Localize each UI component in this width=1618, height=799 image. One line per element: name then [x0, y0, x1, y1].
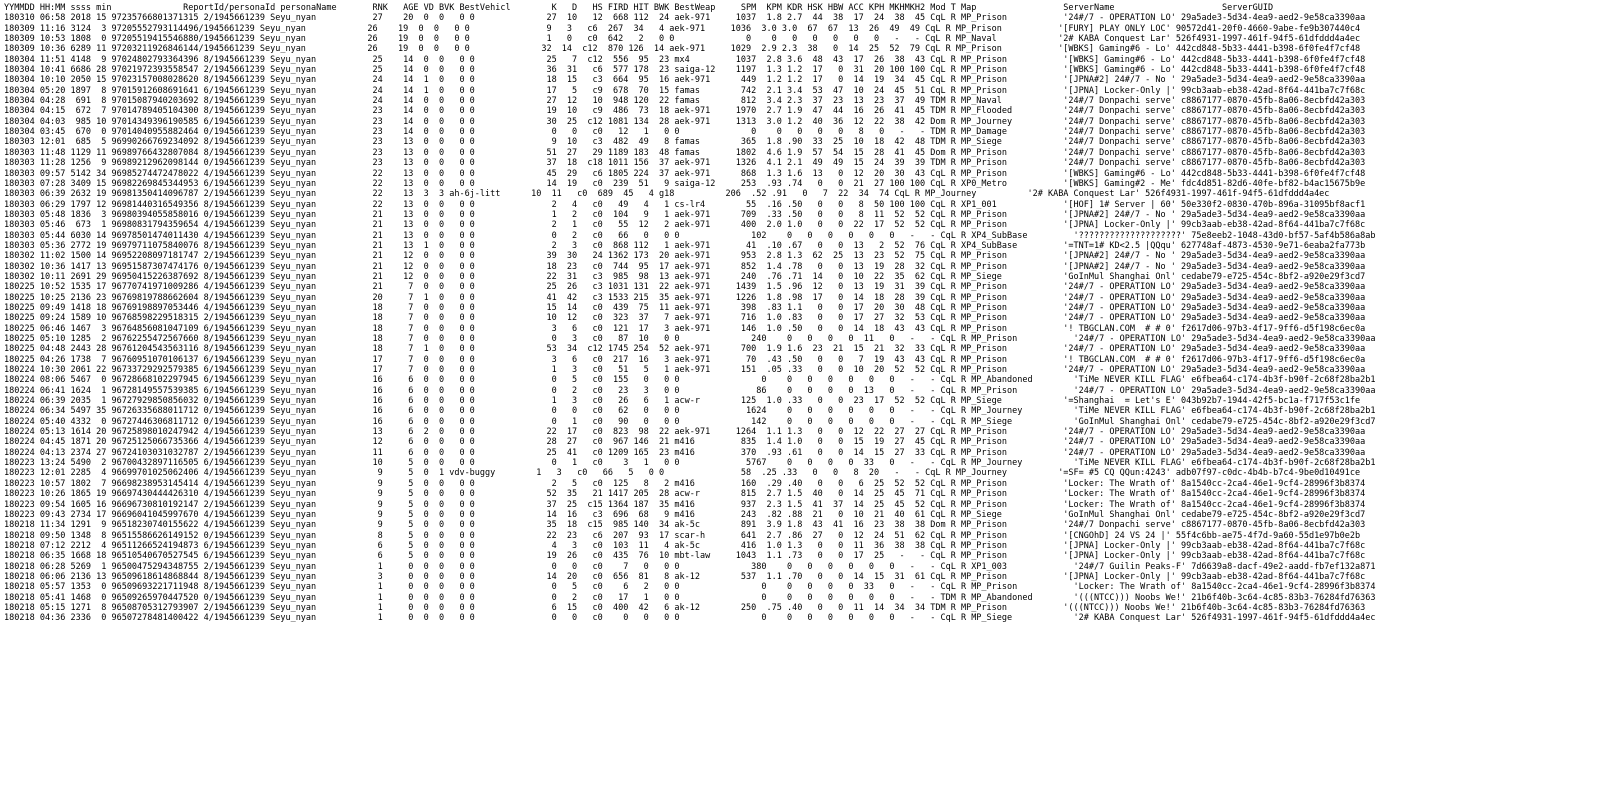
log-row: 180303 05:36 2772 19 96979711075840076 8/1945661239 Seyu_nyan 21 13 1 0 0 0 2 3 c0 868 112 1 aek-971 41 .10 .67 0 0 13 2 52 76 CqL R XP4_SubBase '=TNT=1# KD<2.5 |QQqu' 627748af-4873-4530-9e71-6eaba2fa773b: [4, 240, 1366, 251]
log-row: 180225 10:52 1535 17 96770741971009286 4/1945661239 Seyu_nyan 21 7 0 0 0 0 25 26 c3 1031 131 22 aek-971 1439 1.5 .96 12 0 13 19 31 39 CqL R MP_Prison '24#/7 - OPERATION LO' 29a5ade3-5d34-4ea9-aed2-9e58ca3390aa: [4, 282, 1366, 293]
log-row: 180225 09:24 1589 10 96768598229518315 2/1945661239 Seyu_nyan 18 7 0 0 0 0 10 12 c0 323 37 7 aek-971 716 1.0 .83 0 0 17 27 32 53 CqL R MP_Prison '24#/7 - OPERATION LO' 29a5ade3-5d34-4ea9-aed2-9e58ca3390aa: [4, 313, 1366, 324]
log-row: 180223 13:24 5490 2 96700432897116505 6/1945661239 Seyu_nyan 10 5 0 0 0 0 0 1 c0 3 1 0 0 5767 0 0 0 0 33 0 - - CqL R MP_Journey 'TiMe NEVER KILL FLAG' e6fbea64-c174-4b3f-b90f-2c68f28ba2b1: [4, 458, 1376, 469]
log-row: 180218 05:15 1271 8 96508705312793907 2/1945661239 Seyu_nyan 1 0 0 0 0 0 6 15 c0 400 42 6 ak-12 250 .75 .40 0 0 11 14 34 34 TDM R MP_Prison '(((NTCC))) Noobs We!' 21b6f40b-3c64-4c85-83b3-76284fd76363: [4, 602, 1366, 613]
log-row: 180224 05:13 1614 20 96725898010247942 4/1945661239 Seyu_nyan 13 6 2 0 0 0 22 17 c0 823 98 22 aek-971 1264 1.1 1.3 0 0 12 22 27 27 CqL R MP_Prison '24#/7 - OPERATION LO' 29a5ade3-5d34-4ea9-aed2-9e58ca3390aa: [4, 427, 1366, 438]
log-row: 180304 04:28 691 8 97015087940203692 8/1945661239 Seyu_nyan 24 14 0 0 0 0 27 12 10 948 120 22 famas 812 3.4 2.3 37 23 13 23 37 49 TDM R MP_Naval '24#/7 Donpachi serve' c8867177-0870-45fb-8a06-8ecbfd42a303: [4, 96, 1366, 107]
log-row: [4, 655, 1616, 665]
log-row: 180303 05:44 6030 14 96978501474011430 4/1945661239 Seyu_nyan 21 13 0 0 0 0 0 2 c0 66 0 0 0 102 0 0 0 0 0 0 - - CqL R XP4_SubBase '????????????????????' 75e8eeb2-1048-43d0-bf57-5af4b586a8ab: [4, 230, 1376, 241]
log-row: 180218 09:50 1348 8 96515586626149152 0/1945661239 Seyu_nyan 8 5 0 0 0 0 22 23 c6 207 93 17 scar-h 641 2.7 .86 27 0 12 24 51 62 CqL R MP_Prison '[CNGOhD] 24 VS 24 |' 55f4c6bb-ae75-4f7d-9a60-55d1e97b0e2b: [4, 530, 1361, 541]
log-row: 180310 06:58 2018 15 97235766801371315 2/1945661239 Seyu_nyan 27 20 0 0 0 0 27 10 12 668 112 24 aek-971 1037 1.8 2.7 44 38 17 24 38 45 CqL R MP_Prison '24#/7 - OPERATION LO' 29a5ade3-5d34-4ea9-aed2-9e58ca3390aa: [4, 13, 1366, 24]
log-row: 180224 06:34 5497 35 96726335688011712 0/1945661239 Seyu_nyan 16 6 0 0 0 0 0 0 c0 62 0 0 0 1624 0 0 0 0 0 0 - - CqL R MP_Journey 'TiMe NEVER KILL FLAG' e6fbea64-c174-4b3f-b90f-2c68f28ba2b1: [4, 406, 1376, 417]
log-row: 180303 06:29 1797 12 96981440316549356 8/1945661239 Seyu_nyan 22 13 0 0 0 0 2 4 c0 49 4 1 cs-lr4 55 .16 .50 0 0 8 50 100 100 CqL R XP1_001 '[HOF] 1# Server | 60' 50e330f2-0830-470b-896a-31095bf8acf1: [4, 199, 1366, 210]
log-row: 180225 06:46 1467 3 96764856081047109 6/1945661239 Seyu_nyan 18 7 0 0 0 0 3 6 c0 121 17 3 aek-971 146 1.0 .50 0 0 14 18 43 43 CqL R MP_Prison '! TBGCLAN.COM # # 0' f2617d06-97b3-4f17-9ff6-d5f198c6ec0a: [4, 323, 1366, 334]
log-row: [4, 686, 1616, 696]
log-row: 180304 10:41 6686 28 97021972393558547 2/1945661239 Seyu_nyan 25 14 0 0 0 0 36 31 c6 577 178 23 saiga-12 1197 1.3 1.2 17 0 31 20 100 100 CqL R MP_Prison '[WBKS] Gaming#6 - Lo' 442cd848-5b33-4441-b398-6f0fe4f7cf48: [4, 65, 1366, 76]
log-row: 180224 08:06 5467 0 96728668102297945 6/1945661239 Seyu_nyan 16 6 0 0 0 0 0 5 c0 155 0 0 0 0 0 0 0 0 0 0 - - CqL R MP_Abandoned 'TiMe NEVER KILL FLAG' e6fbea64-c174-4b3f-b90f-2c68f28ba2b1: [4, 375, 1376, 386]
log-row: 180223 12:01 2285 4 96699701025062406 4/1945661239 Seyu_nyan 9 5 0 1 vdv-buggy 1 3 c0 66 5 0 0 58 .25 .33 0 0 8 20 - - CqL R MP_Journey '=SF= #5 CQ QQun:4243' adb07f97-c0dc-4b4b-b7c4-9be0d10491ce: [4, 468, 1361, 479]
log-row: 180303 09:57 5142 34 96985274472478022 4/1945661239 Seyu_nyan 22 13 0 0 0 0 45 29 c6 1805 224 37 aek-971 868 1.3 1.6 13 0 12 20 30 43 CqL R MP_Prison '[WBKS] Gaming#6 - Lo' 442cd848-5b33-4441-b398-6f0fe4f7cf48: [4, 168, 1366, 179]
log-row: 180218 06:35 1668 18 96510540670527545 6/1945661239 Seyu_nyan 6 5 0 0 0 0 19 26 c0 435 76 10 mbt-law 1043 1.1 .73 0 0 17 25 - - CqL R MP_Prison '[JPNA] Locker-Only |' 99cb3aab-eb38-42ad-8f64-441ba7c7f68c: [4, 551, 1366, 562]
log-row: 180224 04:13 2374 27 96724103031032787 2/1945661239 Seyu_nyan 11 6 0 0 0 0 25 41 c0 1209 165 23 m416 370 .93 .61 0 0 14 15 27 33 CqL R MP_Prison '24#/7 - OPERATION LO' 29a5ade3-5d34-4ea9-aed2-9e58ca3390aa: [4, 447, 1366, 458]
log-row: [4, 624, 1616, 634]
log-row: 180223 09:43 2734 17 96696041045997670 4/1945661239 Seyu_nyan 9 5 0 0 0 0 14 16 c3 696 68 9 m416 243 .82 .88 21 0 10 21 40 61 CqL R MP_Siege 'GoInMul Shanghai Onl' cedabe79-e725-454c-8bf2-a920e29f3cd7: [4, 509, 1366, 520]
log-row: 180302 10:36 1417 13 96951587307474176 0/1945661239 Seyu_nyan 21 12 0 0 0 0 18 23 c0 744 95 17 aek-971 852 1.4 .78 0 0 13 19 28 32 CqL R MP_Prison '[JPNA#2] 24#/7 - No ' 29a5ade3-5d34-4ea9-aed2-9e58ca3390aa: [4, 261, 1366, 272]
log-row: 180224 06:41 1624 1 96728149557539385 6/1945661239 Seyu_nyan 16 6 0 0 0 0 0 2 c0 23 3 0 0 86 0 0 0 0 13 0 - - CqL R MP_Prison '24#/7 - OPERATION LO' 29a5ade3-5d34-4ea9-aed2-9e58ca3390aa: [4, 385, 1376, 396]
log-row: [4, 675, 1616, 685]
log-row: 180304 04:15 672 7 97014789405104300 8/1945661239 Seyu_nyan 23 14 0 0 0 0 19 10 c9 486 73 18 aek-971 1970 2.7 1.9 47 44 16 26 41 45 TDM R MP_Flooded '24#/7 Donpachi serve' c8867177-0870-45fb-8a06-8ecbfd42a303: [4, 106, 1366, 117]
log-row: 180309 10:53 1808 0 97205519415546880/1945661239 Seyu_nyan 26 19 0 0 0 0 1 0 c0 642 2 0 0 0 0 0 0 0 0 0 - - CqL R MP_Naval '2# KABA Conquest Lar' 526f4931-1997-461f-94f5-61dfddd4a4ec: [4, 34, 1361, 45]
log-row: 180218 05:41 1468 0 96509265970447520 0/1945661239 Seyu_nyan 1 0 0 0 0 0 0 2 c0 17 1 0 0 0 0 0 0 0 0 0 - - TDM R MP_Abandoned '(((NTCC))) Noobs We!' 21b6f40b-3c64-4c85-83b3-76284fd76363: [4, 592, 1376, 603]
log-row: 180223 09:54 1605 16 96696730810192147 2/1945661239 Seyu_nyan 9 5 0 0 0 0 37 25 c15 1364 187 35 m416 937 2.3 1.5 41 37 14 25 45 52 CqL R MP_Prison 'Locker: The Wrath of' 8a1540cc-2ca4-46e1-9cf4-28996f3b8374: [4, 499, 1366, 510]
log-row: 180225 10:25 2136 23 96769819788662604 8/1945661239 Seyu_nyan 20 7 1 0 0 0 41 42 c3 1533 215 35 aek-971 1226 1.8 .98 17 0 14 18 28 39 CqL R MP_Prison '24#/7 - OPERATION LO' 29a5ade3-5d34-4ea9-aed2-9e58ca3390aa: [4, 292, 1366, 303]
log-row: [4, 644, 1616, 654]
log-row: 180303 05:48 1836 3 96980394055858016 0/1945661239 Seyu_nyan 21 13 0 0 0 0 1 2 c0 104 9 1 aek-971 709 .33 .50 0 0 8 11 52 52 CqL R MP_Prison '[JPNA#2] 24#/7 - No ' 29a5ade3-5d34-4ea9-aed2-9e58ca3390aa: [4, 209, 1366, 220]
log-row: [4, 737, 1616, 747]
log-row: 180224 04:45 1871 20 96725125066735366 4/1945661239 Seyu_nyan 12 6 0 0 0 0 28 27 c0 967 146 21 m416 835 1.4 1.0 0 0 15 19 27 45 CqL R MP_Prison '24#/7 - OPERATION LO' 29a5ade3-5d34-4ea9-aed2-9e58ca3390aa: [4, 437, 1366, 448]
log-row: 180218 05:57 1353 0 96509693221711948 8/1945661239 Seyu_nyan 1 0 0 0 0 0 0 5 c0 6 2 0 0 0 0 0 0 0 33 0 - - CqL R MP_Prison 'Locker: The Wrath of' 8a1540cc-2ca4-46e1-9cf4-28996f3b8374: [4, 582, 1376, 593]
log-row: [4, 696, 1616, 706]
log-row: 180225 04:48 2443 28 96761204543563116 8/1945661239 Seyu_nyan 18 7 1 0 0 0 53 34 c12 1745 254 52 aek-971 700 1.9 1.6 23 21 15 21 32 33 CqL R MP_Prison '24#/7 - OPERATION LO' 29a5ade3-5d34-4ea9-aed2-9e58ca3390aa: [4, 344, 1366, 355]
log-row: 180218 06:28 5269 1 96500475294348755 2/1945661239 Seyu_nyan 1 0 0 0 0 0 0 0 c0 7 0 0 0 380 0 0 0 0 0 0 - - CqL R XP1_003 '24#/7 Guilin Peaks-F' 7d6639a8-dacf-49e2-aadd-fb7ef132a871: [4, 561, 1376, 572]
log-row: 180303 11:48 1129 11 96989766432807084 8/1945661239 Seyu_nyan 23 13 0 0 0 0 51 27 29 1189 183 48 famas 1802 4.6 1.9 57 54 15 28 41 45 Dom R MP_Prison '24#/7 Donpachi serve' c8867177-0870-45fb-8a06-8ecbfd42a303: [4, 147, 1366, 158]
log-row: 180303 05:46 673 1 96980831794359654 4/1945661239 Seyu_nyan 21 13 0 0 0 0 2 1 c0 55 12 2 aek-971 400 2.0 1.0 0 0 22 17 52 52 CqL R MP_Prison '[JPNA] Locker-Only |' 99cb3aab-eb38-42ad-8f64-441ba7c7f68c: [4, 220, 1366, 231]
log-row: 180223 10:57 1802 7 96698238953145414 4/1945661239 Seyu_nyan 9 5 0 0 0 0 2 5 c0 125 8 2 m416 160 .29 .40 0 0 6 25 52 52 CqL R MP_Prison 'Locker: The Wrath of' 8a1540cc-2ca4-46e1-9cf4-28996f3b8374: [4, 478, 1366, 489]
log-row: 180224 05:40 4332 0 96727446306811712 0/1945661239 Seyu_nyan 16 6 0 0 0 0 0 1 c0 90 0 0 0 142 0 0 0 0 0 0 - - CqL R MP_Siege 'GoInMul Shanghai Onl' cedabe79-e725-454c-8bf2-a920e29f3cd7: [4, 416, 1376, 427]
log-row: [4, 706, 1616, 716]
log-header: YYMMDD HH:MM ssss min ReportId/personaId personaName RNK AGE VD BVK BestVehicl K D HS FIRD HIT BWK BestWeap SPM KPM KDR HSK HBW ACC KPH MKHMKH2 Mod T Map ServerName ServerGUID: [4, 3, 1274, 13]
log-row: 180309 11:16 3124 3 97205552793114496/1945661239 Seyu_nyan 26 19 0 0 0 0 9 3 c6 267 34 4 aek-971 1036 3.0 3.0 67 67 13 26 49 49 CqL R MP_Prison '[FURY] PLAY ONLY LOC' 90572d41-20f0-4660-9abe-fe9b307440c4: [4, 23, 1361, 34]
log-row: [4, 768, 1616, 778]
log-row: [4, 758, 1616, 768]
log-row: [4, 717, 1616, 727]
log-row: 180304 04:03 985 10 97014349396190585 6/1945661239 Seyu_nyan 23 14 0 0 0 0 30 25 c12 1081 134 28 aek-971 1313 3.0 1.2 40 36 12 22 38 42 Dom R MP_Journey '24#/7 Donpachi serve' c8867177-0870-45fb-8a06-8ecbfd42a303: [4, 116, 1366, 127]
log-row: 180224 10:30 2061 22 96733729292579385 6/1945661239 Seyu_nyan 17 7 0 0 0 0 1 3 c0 51 5 1 aek-971 151 .05 .33 0 0 10 20 52 52 CqL R MP_Prison '24#/7 - OPERATION LO' 29a5ade3-5d34-4ea9-aed2-9e58ca3390aa: [4, 365, 1366, 376]
log-row: 180302 10:11 2691 29 96950415226387692 8/1945661239 Seyu_nyan 21 12 0 0 0 0 22 31 c3 985 98 13 aek-971 240 .76 .71 14 0 10 22 35 62 CqL R MP_Siege 'GoInMul Shanghai Onl' cedabe79-e725-454c-8bf2-a920e29f3cd7: [4, 271, 1366, 282]
log-row: 180218 06:06 2136 13 96509618614868844 8/1945661239 Seyu_nyan 3 0 0 0 0 0 14 20 c0 656 81 8 ak-12 537 1.1 .70 0 0 14 15 31 61 CqL R MP_Prison '[JPNA] Locker-Only |' 99cb3aab-eb38-42ad-8f64-441ba7c7f68c: [4, 571, 1366, 582]
log-row: 180304 11:51 4148 9 97024802793364396 8/1945661239 Seyu_nyan 25 14 0 0 0 0 25 7 c12 556 95 23 mx4 1037 2.8 3.6 48 43 17 26 38 43 CqL R MP_Prison '[WBKS] Gaming#6 - Lo' 442cd848-5b33-4441-b398-6f0fe4f7cf48: [4, 54, 1366, 65]
log-row: 180218 04:36 2336 0 96507278481400422 4/1945661239 Seyu_nyan 1 0 0 0 0 0 0 0 c0 0 0 0 0 0 0 0 0 0 0 0 - - CqL R MP_Siege '2# KABA Conquest Lar' 526f4931-1997-461f-94f5-61dfddd4a4ec: [4, 613, 1376, 624]
log-row: 180304 03:45 670 0 97014040955882464 0/1945661239 Seyu_nyan 23 14 0 0 0 0 0 0 c0 12 1 0 0 0 0 0 0 0 8 0 - - TDM R MP_Damage '24#/7 Donpachi serve' c8867177-0870-45fb-8a06-8ecbfd42a303: [4, 127, 1366, 138]
log-row: 180304 05:20 1897 8 97015912608691641 6/1945661239 Seyu_nyan 24 14 1 0 0 0 17 5 c9 678 70 15 famas 742 2.1 3.4 53 47 10 24 45 51 CqL R MP_Prison '[JPNA] Locker-Only |' 99cb3aab-eb38-42ad-8f64-441ba7c7f68c: [4, 85, 1366, 96]
log-row: 180309 10:36 6289 11 97203211926846144/1945661239 Seyu_nyan 26 19 0 0 0 0 32 14 c12 870 126 14 aek-971 1029 2.9 2.3 38 0 14 25 52 79 CqL R MP_Prison '[WBKS] Gaming#6 - Lo' 442cd848-5b33-4441-b398-6f0fe4f7cf48: [4, 44, 1361, 55]
log-row: 180302 11:02 1500 14 96952208097181747 2/1945661239 Seyu_nyan 21 12 0 0 0 0 39 30 24 1362 173 20 aek-971 953 2.8 1.3 62 25 13 23 52 75 CqL R MP_Prison '[JPNA#2] 24#/7 - No ' 29a5ade3-5d34-4ea9-aed2-9e58ca3390aa: [4, 251, 1366, 262]
log-row: 180303 11:28 1256 9 96989212962098144 0/1945661239 Seyu_nyan 23 13 0 0 0 0 37 18 c18 1011 156 37 aek-971 1326 4.1 2.1 49 49 15 24 39 39 TDM R MP_Prison '24#/7 Donpachi serve' c8867177-0870-45fb-8a06-8ecbfd42a303: [4, 158, 1366, 169]
log-row: 180303 07:28 3409 15 96982269845344953 6/1945661239 Seyu_nyan 22 13 0 0 0 0 14 19 c0 239 51 9 saiga-12 253 .93 .74 0 0 21 27 100 100 CqL R XP0_Metro '[WBKS] Gaming#2 - Me' fdc4d851-82d6-40fe-bf82-b4ac15675b9e: [4, 178, 1366, 189]
log-row: 180225 05:10 1285 2 96762255472567660 8/1945661239 Seyu_nyan 18 7 0 0 0 0 0 3 c0 87 10 0 0 240 0 0 0 0 11 0 - - CqL R MP_Prison '24#/7 - OPERATION LO' 29a5ade3-5d34-4ea9-aed2-9e58ca3390aa: [4, 334, 1376, 344]
log-row: 180303 06:39 2632 19 96981350414096787 2/1945661239 Seyu_nyan 22 13 3 3 ah-6j-litt 10 11 c0 689 45 4 g18 206 .52 .91 0 7 22 34 74 CqL R MP_Journey '2# KABA Conquest Lar' 526f4931-1997-461f-94f5-61dfddd4a4ec: [4, 189, 1330, 200]
log-row: 180223 10:26 1865 19 96697430444426310 4/1945661239 Seyu_nyan 9 5 0 0 0 0 52 35 21 1417 205 28 acw-r 815 2.7 1.5 40 0 14 25 45 71 CqL R MP_Prison 'Locker: The Wrath of' 8a1540cc-2ca4-46e1-9cf4-28996f3b8374: [4, 489, 1366, 500]
match-log: [4, 3, 1616, 797]
log-row: 180225 09:49 1418 18 96769198897053446 4/1945661239 Seyu_nyan 18 7 0 0 0 0 15 14 c0 439 75 11 aek-971 398 .83 1.1 0 0 17 20 30 48 CqL R MP_Prison '24#/7 - OPERATION LO' 29a5ade3-5d34-4ea9-aed2-9e58ca3390aa: [4, 302, 1366, 313]
log-row: 180304 10:10 2050 15 97023157008028620 8/1945661239 Seyu_nyan 24 14 1 0 0 0 18 15 c3 664 95 16 aek-971 449 1.2 1.2 17 0 14 19 34 45 CqL R MP_Prison '[JPNA#2] 24#/7 - No ' 29a5ade3-5d34-4ea9-aed2-9e58ca3390aa: [4, 75, 1366, 86]
log-row: 180218 07:12 2212 4 96511266524194873 6/1945661239 Seyu_nyan 6 5 0 0 0 0 4 3 c0 103 11 4 ak-5c 416 1.0 1.3 0 0 11 36 38 38 CqL R MP_Prison '[JPNA] Locker-Only |' 99cb3aab-eb38-42ad-8f64-441ba7c7f68c: [4, 540, 1366, 551]
log-row: 180224 06:39 2035 1 96727929850856032 0/1945661239 Seyu_nyan 16 6 0 0 0 0 1 3 c0 26 6 1 acw-r 125 1.0 .33 0 0 23 17 52 52 CqL R MP_Siege '=Shanghai = Let's E' 043b92b7-1944-42f5-bc1a-f717f53c1fe: [4, 396, 1361, 407]
log-row: 180225 04:26 1738 7 96760951070106137 6/1945661239 Seyu_nyan 17 7 0 0 0 0 3 6 c0 217 16 3 aek-971 70 .43 .50 0 0 7 19 43 43 CqL R MP_Prison '! TBGCLAN.COM # # 0' f2617d06-97b3-4f17-9ff6-d5f198c6ec0a: [4, 354, 1366, 365]
log-row: 180303 12:01 685 5 96990266769234092 8/1945661239 Seyu_nyan 23 13 0 0 0 0 9 10 c3 482 49 8 famas 365 1.8 .90 33 25 10 18 42 48 TDM R MP_Siege '24#/7 Donpachi serve' c8867177-0870-45fb-8a06-8ecbfd42a303: [4, 137, 1366, 148]
log-row: [4, 748, 1616, 758]
log-row: [4, 727, 1616, 737]
log-row: 180218 11:34 1291 9 96518230740155622 4/1945661239 Seyu_nyan 9 5 0 0 0 0 35 18 c15 985 140 34 ak-5c 891 3.9 1.8 43 41 16 23 38 38 Dom R MP_Prison '24#/7 Donpachi serve' c8867177-0870-45fb-8a06-8ecbfd42a303: [4, 520, 1366, 531]
log-row: [4, 634, 1616, 644]
log-row: [4, 665, 1616, 675]
